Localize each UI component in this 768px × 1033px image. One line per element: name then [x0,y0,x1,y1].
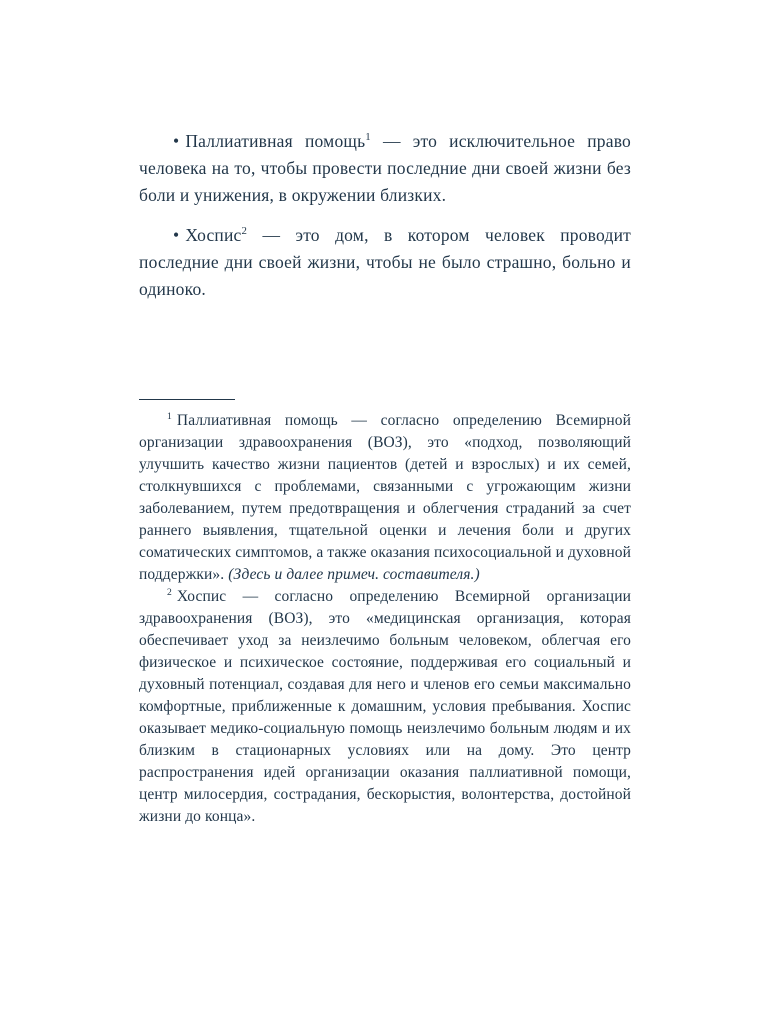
paragraph-text: — это дом, в котором человек проводит последние дни своей жизни, чтобы не было страшно, больно и одиноко. [139,225,631,299]
footnote-2 [139,586,631,828]
paragraph-term: Паллиативная помощь [185,131,366,151]
paragraph-palliative-care [139,128,631,209]
paragraph-text: — это исключительное право человека на то, чтобы провести последние дни своей жизни без боли и унижения, в окружении близких. [139,131,631,205]
footnote-number-1: 1 [167,410,172,422]
footnote-editor-note: (Здесь и далее примеч. составителя.) [228,566,480,583]
paragraph-term: Хоспис [185,225,242,245]
text-block [139,128,631,828]
bullet-marker: • [173,131,180,151]
footnote-text: Хоспис — согласно определению Всемирной организации здравоохранения (ВОЗ), это «медицинская организация, которая обеспечивает уход за неизлечимо больным человеком, облегчая его физическое и психическое состояние, поддерживая его социальный и духовный потенциал, создавая для него и членов его семьи максимально комфортные, приближенные к домашним, условия пребывания. Хоспис оказывает медико-социальную помощь неизлечимо больным людям и их близким в стационарных условиях или на дому. Это центр распространения идей организации оказания паллиативной помощи, центр милосердия, сострадания, бескорыстия, волонтерства, достойной жизни до конца». [139,588,631,825]
footnotes-section [139,410,631,828]
footnote-reference-1: 1 [365,131,371,144]
footnote-1 [139,410,631,586]
footnote-number-2: 2 [167,586,172,598]
paragraph-hospice [139,222,631,303]
footnote-reference-2: 2 [241,225,248,238]
footnote-separator-rule [139,399,235,400]
footnote-text: Паллиативная помощь — согласно определению Всемирной организации здравоохранения (ВОЗ), это «подход, позволяющий улучшить качество жизни пациентов (детей и взрослых) и их семей, столкнувшихся с проблемами, связанными с угрожающим жизни заболеванием, путем предотвращения и облегчения страданий за счет раннего выявления, тщательной оценки и лечения боли и других соматических симптомов, а также оказания психосоциальной и духовной поддержки». [139,412,631,583]
bullet-marker: • [173,225,180,245]
